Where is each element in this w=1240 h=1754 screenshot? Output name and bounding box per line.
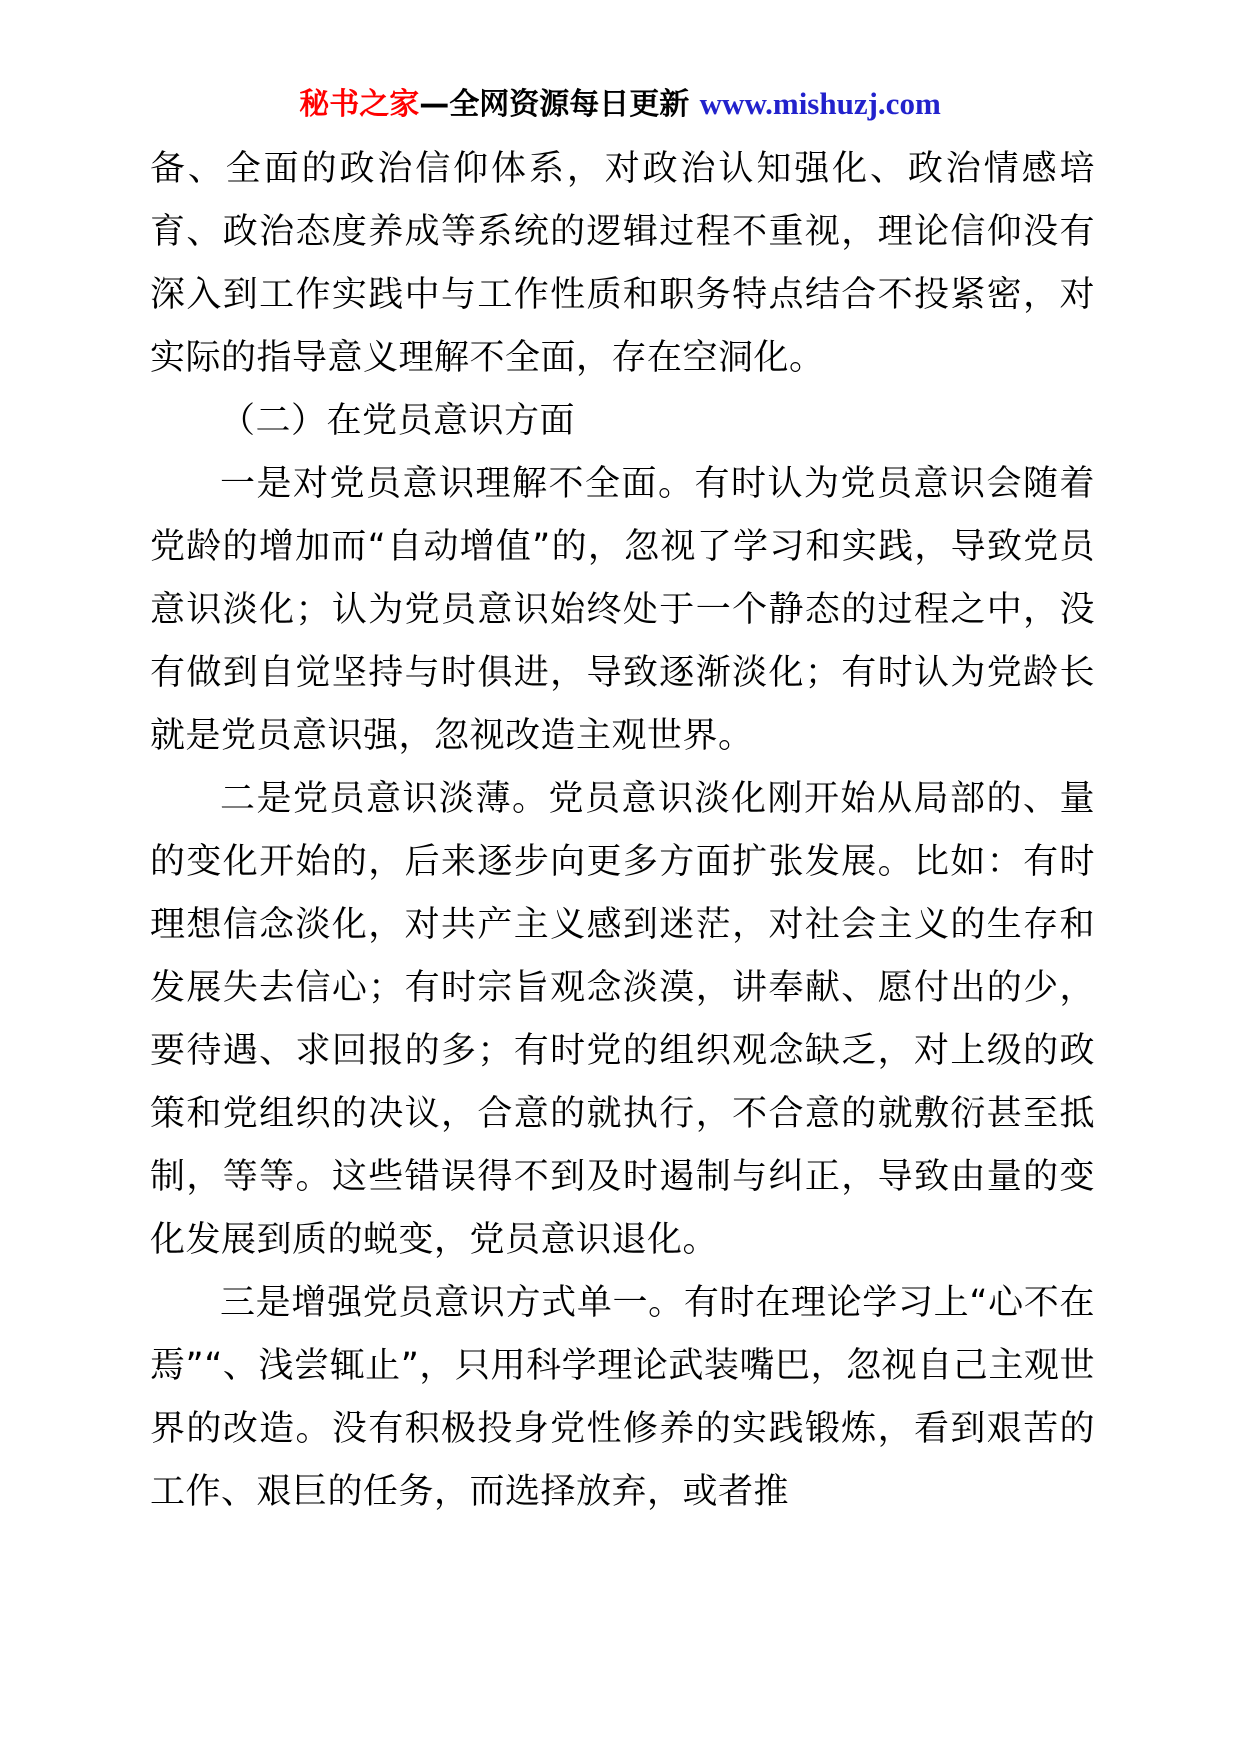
- paragraph-continuation: 备、全面的政治信仰体系，对政治认知强化、政治情感培育、政治态度养成等系统的逻辑过程不重视，理论信仰没有深入到工作实践中与工作性质和职务特点结合不投紧密，对实际的指导意义理解不全面，存在空洞化。: [150, 149, 1095, 378]
- watermark-separator: —: [419, 87, 450, 122]
- section-heading-party-member-awareness: （二）在党员意识方面: [220, 401, 576, 441]
- watermark-tagline: 全网资源每日更新: [449, 87, 690, 122]
- paragraph-point-two: 二是党员意识淡薄。党员意识淡化刚开始从局部的、量的变化开始的，后来逐步向更多方面扩张发展。比如：有时理想信念淡化，对共产主义感到迷茫，对社会主义的生存和发展失去信心；有时宗旨观念淡漠，讲奉献、愿付出的少，要待遇、求回报的多；有时党的组织观念缺乏，对上级的政策和党组织的决议，合意的就执行，不合意的就敷衍甚至抵制，等等。这些错误得不到及时遏制与纠正，导致由量的变化发展到质的蜕变，党员意识退化。: [150, 779, 1095, 1260]
- watermark-url[interactable]: www.mishuzj.com: [699, 86, 941, 121]
- paragraph-point-three: 三是增强党员意识方式单一。有时在理论学习上“心不在焉”“、浅尝辄止”，只用科学理论武装嘴巴，忽视自己主观世界的改造。没有积极投身党性修养的实践锻炼，看到艰苦的工作、艰巨的任务，而选择放弃，或者推: [150, 1283, 1095, 1512]
- watermark-brand: 秘书之家: [299, 87, 420, 122]
- paragraph-point-one: 一是对党员意识理解不全面。有时认为党员意识会随着党龄的增加而“自动增值”的，忽视了学习和实践，导致党员意识淡化；认为党员意识始终处于一个静态的过程之中，没有做到自觉坚持与时俱进，导致逐渐淡化；有时认为党龄长就是党员意识强，忽视改造主观世界。: [150, 464, 1095, 756]
- watermark-banner: [0, 84, 1240, 125]
- document-body: [150, 138, 1095, 1524]
